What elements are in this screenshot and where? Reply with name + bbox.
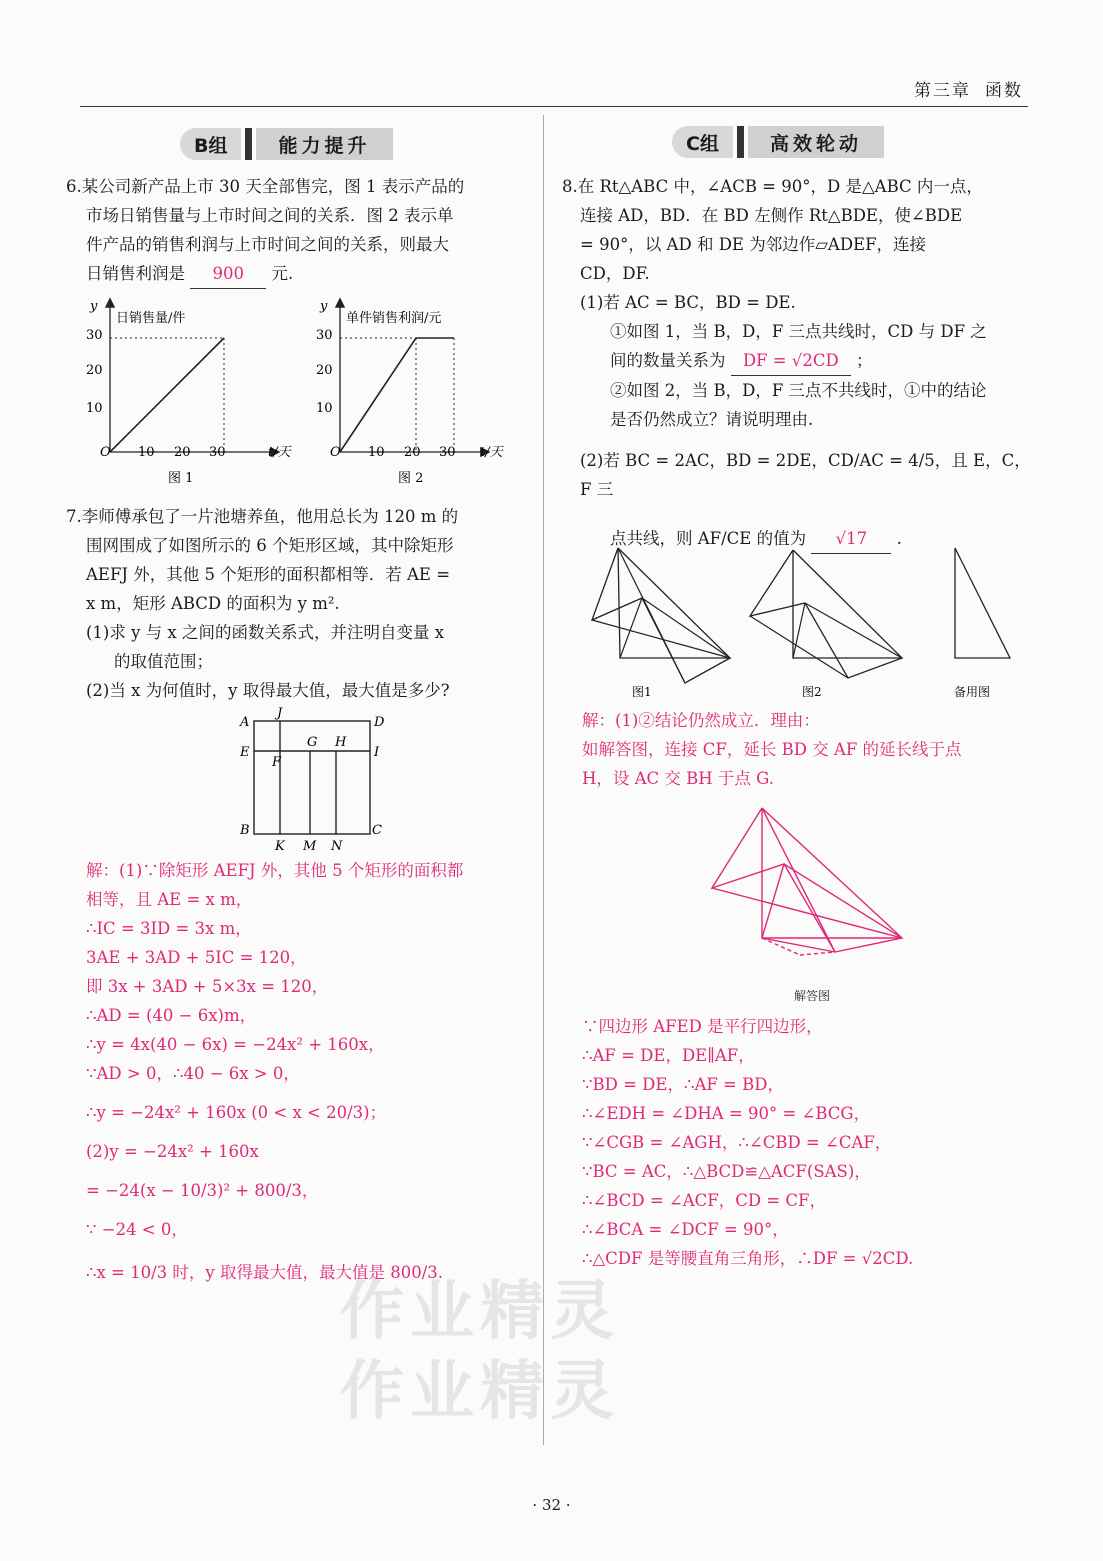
- q8-solution-line: 如解答图，连接 CF，延长 BD 交 AF 的延长线于点: [582, 740, 962, 759]
- q7-part-1: (1)求 y 与 x 之间的函数关系式，并注明自变量 x: [86, 623, 445, 642]
- fig1-x-axis-label: t/天: [268, 445, 291, 460]
- group-b-banner: [180, 128, 393, 160]
- series-line: [340, 338, 454, 452]
- q8-solution-top: [582, 706, 1037, 793]
- fig2-origin: O: [330, 445, 341, 460]
- q7-solution-line: ∵ −24 < 0，: [86, 1220, 188, 1239]
- q7-line: AEFJ 外，其他 5 个矩形的面积都相等．若 AE =: [86, 565, 451, 584]
- q8-part-2-suffix: .: [896, 529, 902, 548]
- q8-line: = 90°，以 AD 和 DE 为邻边作▱ADEF，连接: [580, 235, 927, 254]
- answer-figure-caption: 解答图: [794, 989, 831, 1003]
- q8-solution-line: ∵四边形 AFED 是平行四边形，: [582, 1017, 823, 1036]
- q6-line: 件产品的销售利润与上市时间之间的关系，则最大: [86, 235, 449, 254]
- q8-solution-line: 解：(1)②结论仍然成立．理由：: [582, 711, 820, 730]
- q8-line: 8.在 Rt△ABC 中，∠ACB = 90°，D 是△ABC 内一点，: [562, 177, 983, 196]
- watermark: 作业精灵: [340, 1355, 620, 1429]
- fig1-ytick: 20: [86, 363, 103, 378]
- fig2-caption: 图 2: [398, 471, 424, 486]
- fig2-x-axis-label: t/天: [480, 445, 503, 460]
- q7-solution-line: 解：(1)∵除矩形 AEFJ 外，其他 5 个矩形的面积都: [86, 861, 464, 880]
- fig2-caption-q8: 图2: [802, 685, 822, 699]
- q8-solution-line: ∵∠CGB = ∠AGH，∴∠CBD = ∠CAF，: [582, 1133, 892, 1152]
- q6-line: 市场日销售量与上市时间之间的关系．图 2 表示单: [86, 206, 454, 225]
- series-line: [110, 338, 224, 452]
- q7-solution-line: ∴y = −24x² + 160x (0 < x < 20/3)；: [86, 1103, 387, 1122]
- question-8: [562, 172, 1037, 554]
- q8-answer-2: √17: [811, 524, 891, 554]
- q7-solution-line: (2)y = −24x² + 160x: [86, 1142, 259, 1161]
- q8-spare-figure: [954, 548, 1010, 699]
- fig1-ytick: 10: [86, 401, 103, 416]
- label-B: B: [240, 823, 250, 838]
- q8-solution-line: ∴AF = DE，DE∥AF，: [582, 1046, 755, 1065]
- label-D: D: [374, 715, 385, 730]
- figure-2: [316, 299, 505, 486]
- chapter-label: 第三章: [914, 81, 971, 101]
- group-c-label: C组: [672, 126, 733, 158]
- q7-solution: [86, 856, 541, 1287]
- header-rule: [80, 106, 1028, 107]
- q7-solution-line: = −24(x − 10/3)² + 800/3，: [86, 1181, 319, 1200]
- q8-solution: [582, 1012, 1037, 1273]
- q8-figure-2: [750, 550, 902, 699]
- q8-solution-line: ∵BC = AC，∴△BCD≌△ACF(SAS)，: [582, 1162, 871, 1181]
- fig1-xtick: 10: [138, 445, 155, 460]
- q7-solution-line: 即 3x + 3AD + 5×3x = 120，: [86, 977, 329, 996]
- fig1-origin: O: [100, 445, 111, 460]
- q8-solution-line: ∵BD = DE，∴AF = BD，: [582, 1075, 784, 1094]
- fig2-y-axis-label: y: [320, 299, 328, 314]
- q8-answer-1: DF = √2CD: [731, 346, 851, 376]
- q6-figures: [78, 292, 518, 492]
- column-divider: [543, 115, 544, 1445]
- watermark: 作业精灵: [340, 1275, 620, 1349]
- q7-solution-line: ∴y = 4x(40 − 6x) = −24x² + 160x，: [86, 1035, 385, 1054]
- q6-line: 6.某公司新产品上市 30 天全部售完，图 1 表示产品的: [66, 177, 465, 196]
- q8-solution-line: ∴∠BCA = ∠DCF = 90°，: [582, 1220, 789, 1239]
- label-H: H: [335, 735, 347, 750]
- q8-part-1a-suffix: ；: [856, 351, 873, 370]
- question-7: [66, 502, 536, 705]
- q8-figures: [580, 538, 1040, 703]
- q7-part-2: (2)当 x 为何值时，y 取得最大值，最大值是多少?: [86, 681, 450, 700]
- label-I: I: [374, 745, 380, 760]
- label-C: C: [372, 823, 382, 838]
- label-J: J: [277, 706, 283, 721]
- answer-figure: [700, 800, 910, 1005]
- page-number: · 32 ·: [532, 1496, 571, 1514]
- q8-part-1b-line2: 是否仍然成立？请说明理由.: [610, 410, 814, 429]
- fig1-xtick: 20: [174, 445, 191, 460]
- q7-line: 围网围成了如图所示的 6 个矩形区域，其中除矩形: [86, 536, 454, 555]
- fig1-caption: 图 1: [168, 471, 194, 486]
- q7-solution-line: ∴AD = (40 − 6x)m，: [86, 1006, 257, 1025]
- group-b-title: 能力提升: [256, 128, 392, 160]
- q7-part-1b: 的取值范围；: [114, 652, 213, 671]
- fig2-xtick: 30: [439, 445, 456, 460]
- label-K: K: [275, 839, 285, 854]
- label-A: A: [240, 715, 250, 730]
- question-6: [66, 172, 536, 289]
- fig2-ytick: 20: [316, 363, 333, 378]
- chapter-header: [914, 76, 1023, 101]
- q7-solution-line: ∴x = 10/3 时，y 取得最大值，最大值是 800/3.: [86, 1263, 444, 1282]
- fig2-title: 单件销售利润/元: [346, 311, 442, 326]
- q8-part-1b: ②如图 2，当 B，D，F 三点不共线时，①中的结论: [610, 381, 987, 400]
- q8-figure-1: [592, 548, 730, 699]
- q7-line: x m，矩形 ABCD 的面积为 y m².: [86, 594, 340, 613]
- topic-label: 函数: [985, 81, 1023, 101]
- label-M: M: [303, 839, 317, 854]
- fig2-ytick: 30: [316, 328, 333, 343]
- q8-line: 连接 AD，BD．在 BD 左侧作 Rt△BDE，使∠BDE: [580, 206, 963, 225]
- fig1-y-axis-label: y: [90, 299, 98, 314]
- q8-solution-line: ∴∠BCD = ∠ACF，CD = CF，: [582, 1191, 826, 1210]
- fig1-ytick: 30: [86, 328, 103, 343]
- label-N: N: [331, 839, 343, 854]
- label-F: F: [272, 755, 282, 770]
- q6-line: 日销售利润是: [86, 264, 185, 283]
- q8-part-1: (1)若 AC = BC，BD = DE.: [580, 293, 796, 312]
- q7-line: 7.李师傅承包了一片池塘养鱼，他用总长为 120 m 的: [66, 507, 459, 526]
- q8-solution-line: H，设 AC 交 BH 于点 G.: [582, 769, 775, 788]
- fig1-caption-q8: 图1: [632, 685, 652, 699]
- fig2-xtick: 10: [368, 445, 385, 460]
- q8-part-1a: ①如图 1，当 B，D，F 三点共线时，CD 与 DF 之: [610, 322, 987, 341]
- group-b-label: B组: [180, 128, 241, 160]
- fig1-title: 日销售量/件: [116, 311, 186, 326]
- q6-answer: 900: [190, 259, 266, 289]
- q8-solution-line: ∴∠EDH = ∠DHA = 90° = ∠BCG，: [582, 1104, 871, 1123]
- q6-suffix: 元.: [271, 264, 294, 283]
- fig2-xtick: 20: [404, 445, 421, 460]
- q7-solution-line: 3AE + 3AD + 5IC = 120，: [86, 948, 307, 967]
- label-G: G: [307, 735, 318, 750]
- q7-solution-line: 相等，且 AE = x m，: [86, 890, 253, 909]
- pond-rectangle-figure: [232, 706, 392, 856]
- fig2-ytick: 10: [316, 401, 333, 416]
- q8-part-2-line2: 点共线，则 AF/CE 的值为: [610, 529, 807, 548]
- q7-solution-line: ∵AD > 0，∴40 − 6x > 0，: [86, 1064, 300, 1083]
- label-E: E: [240, 745, 250, 760]
- q7-solution-line: ∴IC = 3ID = 3x m，: [86, 919, 252, 938]
- q8-part-1a-line2: 间的数量关系为: [610, 351, 726, 370]
- group-c-banner: [672, 126, 884, 158]
- q8-solution-line: ∴△CDF 是等腰直角三角形，∴DF = √2CD.: [582, 1249, 914, 1268]
- q8-part-2: (2)若 BC = 2AC，BD = 2DE，CD/AC = 4/5，且 E，C，F 三: [580, 451, 1031, 499]
- figure-1: [86, 299, 293, 486]
- q8-line: CD，DF.: [580, 264, 650, 283]
- group-c-title: 高效轮动: [748, 126, 884, 158]
- spare-caption: 备用图: [954, 685, 991, 699]
- fig1-xtick: 30: [209, 445, 226, 460]
